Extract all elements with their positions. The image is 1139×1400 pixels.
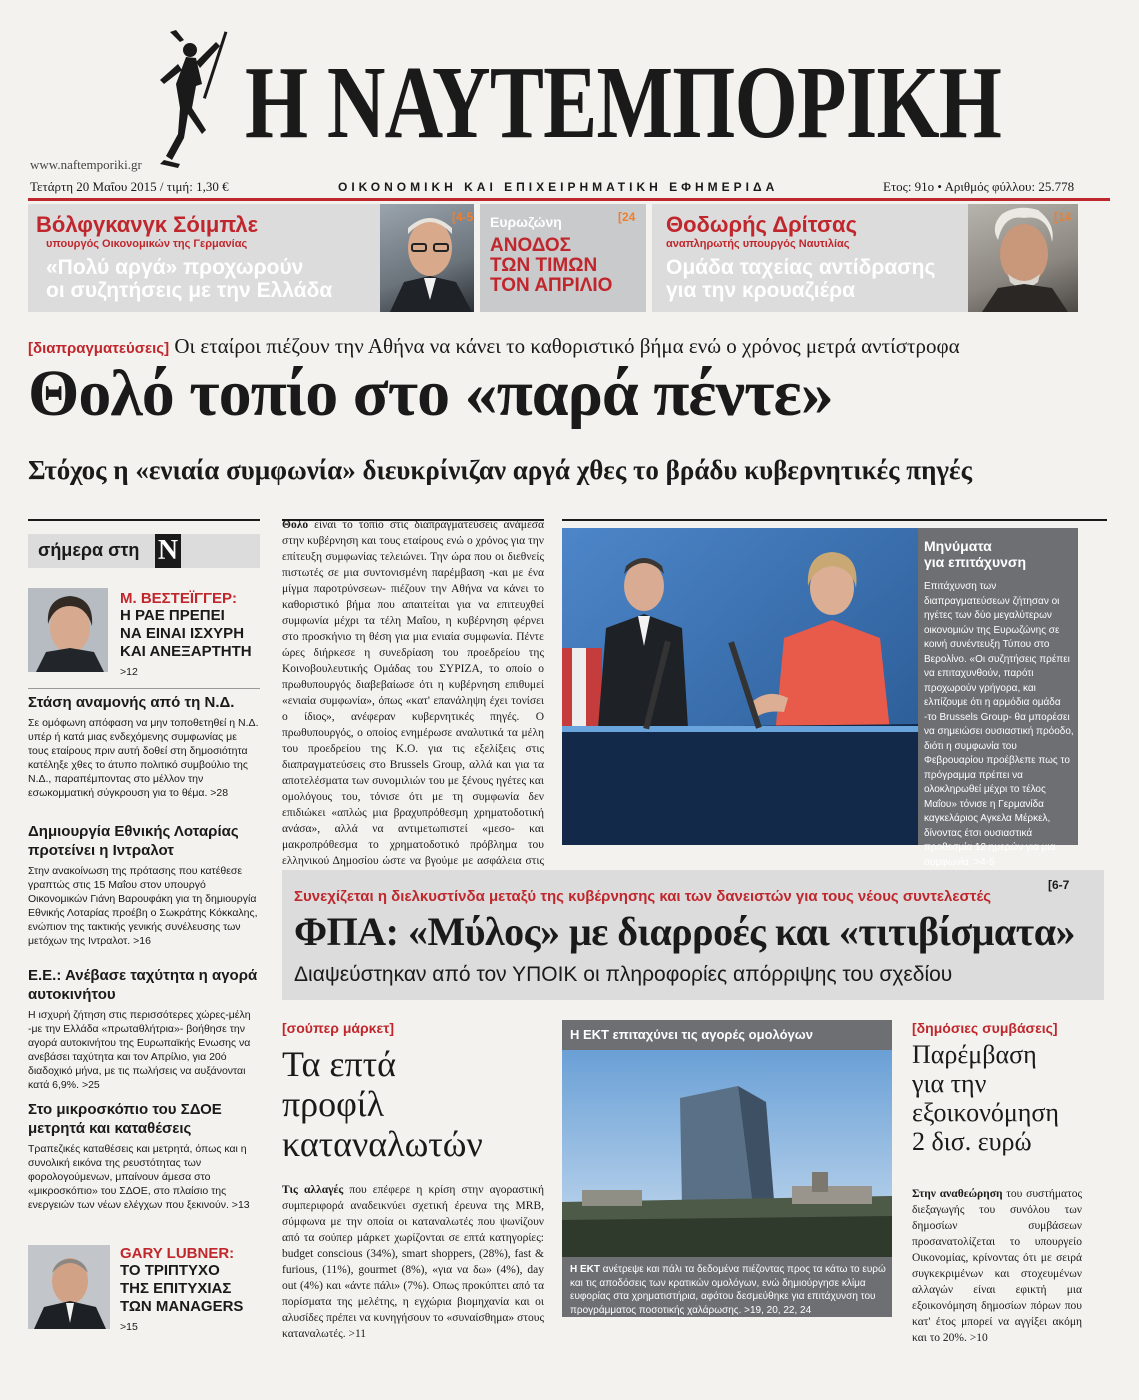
teaser-middle-label: Ευρωζώνη (490, 214, 562, 230)
lead-body (282, 517, 544, 885)
supermarket-story[interactable] (282, 1020, 544, 1342)
lead-headline[interactable]: Θολό τοπίο στο «παρά πέντε» (28, 357, 833, 430)
sidebar-divider (28, 688, 260, 689)
masthead-title: Η ΝΑΥΤΕΜΠΟΡΙΚΗ (245, 45, 1002, 160)
profile1-page: >12 (120, 666, 138, 678)
sidebar-item-text: Στην ανακοίνωση της πρότασης που κατέθεσε γραπτώς στις 15 Μαΐου στον υπουργό Οικονομικών Γιάνη Βαρουφάκη για τη δημιουργία Εθνικής Λοταρίας προέβη ο Σωκράτης Κόκκαλης, ενώπιον της τακτικής γενικής συνέλευσης των μετόχων της Ιντραλοτ. >16 (28, 865, 258, 947)
supermarket-body-text: που επέφερε η κρίση στην αγοραστική συμπεριφορά αναδεικνύει σχετική έρευνα της MRB, σύμφωνα με την οποία οι καταναλωτές που ψωνίζουν από τα σούπερ μάρκετ χωρίζονται σε επτά κατηγορίες: budget conscious (34%), smart shoppers, (28%), fast & furious, (11%), gourmet (8%), «για να δω» (4%), day out (4%) και «άντε πάλι» (7%). Οπως προκύπτει από τα πορίσματα της μελέτης, η εγχώρια βιομηχανία και οι αλυσίδες πρέπει να κυνηγήσουν το «συναίσθημα» στους καταναλωτές. >11 (282, 1184, 544, 1340)
sidebar-item-head: Δημιουργία Εθνικής Λοταρίας προτείνει η Ιντραλοτ (28, 823, 239, 859)
sidebar-item-text: Σε ομόφωνη απόφαση να μην τοποθετηθεί η Ν.Δ. υπέρ ή κατά μιας ενδεχόμενης συμφωνίας με τους εταίρους πριν αυτή δοθεί στη δημοσιότητα κατέληξε χθες το άτυπο πολιτικό συμβούλιο της Ν.Δ., παραπέμποντας στο μέλλον την εσωκομματική σύγκρουση για το θέμα. >28 (28, 717, 259, 799)
vat-kicker: Συνεχίζεται η διελκυστίνδα μεταξύ της κυβέρνησης και των δανειστών για τους νέους συντελεστές (294, 888, 992, 905)
profile1-line3: ΝΑ ΕΙΝΑΙ ΙΣΧΥΡΗ (120, 625, 245, 642)
teaser-right[interactable] (652, 204, 1078, 312)
westeijger-photo (28, 588, 108, 672)
supermarket-body-lead: Τις αλλαγές (282, 1184, 344, 1196)
profile1-block[interactable] (120, 590, 252, 679)
teaser-middle-line3: ΤΟΝ ΑΠΡΙΛΙΟ (490, 275, 613, 296)
profile2-page: >15 (120, 1321, 138, 1333)
lead-body-text: είναι το τοπίο στις διαπραγματεύσεις ανάμεσα στην κυβέρνηση και τους εταίρους ενώ ο χρόνος για την επίτευξη συμφωνίας τελειώνει. Την ώρα που οι διεθνείς πιστωτές σε μια συντονισμένη παρέμβαση -και με ένα μίγμα παροτρύνσεων- πιέζουν την Αθήνα να κάνει το καθοριστικό βήμα που απαιτείται για να επιτευχθεί συμφωνία μέχρι τα τέλη Μαΐου, η κυβέρνηση φέρνει στο προσκήνιο τη θέση για μια ενιαία συμφωνία. Πέντε ώρες διήρκεσε η συνεδρίαση του προεδρείου της Κοινοβουλευτικής Ομάδας του ΣΥΡΙΖΑ, το οποίο ο πρωθυπουργός διαβεβαίωσε ότι η κυβέρνηση επιθυμεί «ενιαία συμφωνία», όπως «κατ' επανάληψη έχει τονίσει ο ίδιος», ανέφεραν κυβερνητικές πηγές. Ο πρωθυπουργός, ο οποίος ενημέρωσε αναλυτικά τα μέλη του προεδρείου της Κ.Ο. για τις εξελίξεις στις διαπραγματεύσεις στο Brussels Group, αλλά και για τα αποτελέσματα των συνομιλιών του με ξένους ηγέτες και ομολόγους του, τόνισε ότι με τη συμφωνία δεν επιδιώκει «απλώς μια βραχυπρόθεσμη χρηματοδοτική ανάσα», αλλά να αντιμετωπιστεί «μεσο- και μακροπρόθεσμα το χρηματοδοτικό πρόβλημα του ελληνικού Δημοσίου ώστε να βγούμε με ασφάλεια στις (282, 519, 545, 867)
teaser-right-line2: για την κρουαζιέρα (666, 279, 856, 302)
profile2-line1: GARY LUBNER: (120, 1245, 235, 1262)
hermes-logo (150, 28, 230, 168)
merkel-hollande-photo (562, 528, 918, 845)
teaser-left-page: [4-5 (452, 210, 474, 224)
ecb-building-photo (562, 1050, 892, 1257)
ecb-caption-text: ανέτρεψε και πάλι τα δεδομένα πιέζοντας προς τα κάτω το ευρώ και τις αποδόσεις των κρατικών ομολόγων, ενώ δημιούργησε κλίμα ευφορίας στα χρηματιστήρια, αφότου δεσμεύθηκε για επιτάχυνση του προγράμματος ποσοτικής χαλάρωσης. >19, 20, 22, 24 (570, 1264, 886, 1316)
teaser-left-line1: «Πολύ αργά» προχωρούν (46, 256, 304, 279)
supermarket-line3: καταναλωτών (282, 1124, 483, 1164)
caption-head-2: για επιτάχυνση (924, 554, 1027, 570)
sidebar-item-text: Τραπεζικές καταθέσεις και μετρητά, όπως και η συνολική εικόνα της ρευστότητας των φορολογούμενων, μπαίνουν άμεσα στο «μικροσκόπιο» του ΣΔΟΕ, στο πλαίσιο της ενεργειών των νέων ελέγχων που ξεκινούν. >13 (28, 1143, 250, 1211)
caption-text: Επιτάχυνση των διαπραγματεύσεων ζήτησαν οι ηγέτες των δύο μεγαλύτερων οικονομιών της Ευρωζώνης σε κοινή συνέντευξη Τύπου στο Βερολίνο. «Οι συζητήσεις πρέπει να επιταχυνθούν, παρότι προχωρούν γρήγορα, και ελπίζουμε ότι η αρμόδια ομάδα -το Brussels Group- θα μπορέσει να σημειώσει ουσιαστική πρόοδο, διότι η συμφωνία του Φεβρουαρίου προέβλεπε πως το πρόγραμμα πρέπει να ολοκληρωθεί μέχρι το τέλος Μαΐου» τόνισε η Γερμανίδα καγκελάριος Αγκελα Μέρκελ, δίνοντας έτσι ουσιαστικά προθεσμία 12 ημερών για μια συμφωνία. >4-5 (924, 581, 1074, 868)
public-tag: [δημόσιες συμβάσεις] (912, 1020, 1058, 1036)
lead-kicker-text: Οι εταίροι πιέζουν την Αθήνα να κάνει το καθοριστικό βήμα ενώ ο χρόνος μετρά αντίστροφα (174, 334, 960, 358)
public-line2: για την (912, 1069, 987, 1098)
teaser-left[interactable] (28, 204, 474, 312)
public-body-lead: Στην αναθεώρηση (912, 1188, 1003, 1200)
public-body-text: του συστήματος διεξαγωγής του συνόλου των δημοσίων συμβάσεων προσανατολίζεται το υπουργείο Οικονομίας, κρίνοντας ότι με σειρά συγκεκριμένων και στοχευμένων αλλαγών είναι εφικτή μια εξοικονόμηση δημοσίων πόρων που κατ' έτος μπορεί να αγγίξει ακόμη και το 20%. >10 (912, 1188, 1082, 1344)
issue-number: Ετος: 91ο • Αριθμός φύλλου: 25.778 (883, 179, 1075, 194)
sidebar-item[interactable] (28, 966, 260, 1092)
profile2-block[interactable] (120, 1245, 243, 1334)
today-in-n-label: σήμερα στη (38, 540, 140, 560)
sidebar-item[interactable] (28, 822, 260, 948)
ecb-caption (570, 1263, 886, 1317)
lubner-photo (28, 1245, 110, 1329)
public-body (912, 1186, 1082, 1346)
profile2-line4: ΤΩΝ MANAGERS (120, 1298, 244, 1315)
teaser-left-line2: οι συζητήσεις με την Ελλάδα (46, 279, 333, 302)
supermarket-line2: προφίλ (282, 1084, 385, 1124)
sidebar-item-head: Στο μικροσκόπιο του ΣΔΟΕ μετρητά και καταθέσεις (28, 1101, 222, 1137)
ecb-head-box (562, 1020, 892, 1050)
sidebar-item[interactable] (28, 1100, 260, 1212)
lead-subhead: Στόχος η «ενιαία συμφωνία» διευκρίνιζαν αργά χθες το βράδυ κυβερνητικές πηγές (28, 455, 972, 485)
masthead-divider (28, 198, 1110, 201)
teaser-middle-line2: ΤΩΝ ΤΙΜΩΝ (490, 255, 598, 276)
tagline: ΟΙΚΟΝΟΜΙΚΗ ΚΑΙ ΕΠΙΧΕΙΡΗΜΑΤΙΚΗ ΕΦΗΜΕΡΙΔΑ (338, 180, 779, 194)
caption-head-1: Μηνύματα (924, 538, 992, 554)
sidebar-item-head: Ε.Ε.: Ανέβασε ταχύτητα η αγορά αυτοκινήτου (28, 967, 258, 1003)
public-line1: Παρέμβαση (912, 1040, 1037, 1069)
profile2-line2: ΤΟ ΤΡΙΠΤΥΧΟ (120, 1262, 220, 1279)
profile2-line3: ΤΗΣ ΕΠΙΤΥΧΙΑΣ (120, 1280, 232, 1297)
lead-tag: [διαπραγματεύσεις] (28, 340, 170, 357)
teaser-right-page: [14 (1054, 210, 1072, 224)
profile1-line1: Μ. ΒΕΣΤΕΪΓΓΕΡ: (120, 590, 238, 607)
supermarket-tag: [σούπερ μάρκετ] (282, 1020, 395, 1036)
teaser-left-role: υπουργός Οικονομικών της Γερμανίας (46, 238, 248, 250)
website-url[interactable]: www.naftemporiki.gr (30, 157, 142, 172)
supermarket-line1: Τα επτά (282, 1044, 396, 1084)
ecb-head: Η ΕΚΤ επιταχύνει τις αγορές ομολόγων (570, 1027, 813, 1042)
profile1-line2: Η ΡΑΕ ΠΡΕΠΕΙ (120, 607, 225, 624)
teaser-middle-page: [24 (618, 210, 636, 224)
teaser-middle-line1: ΑΝΟΔΟΣ (490, 235, 572, 256)
profile1-line4: ΚΑΙ ΑΝΕΞΑΡΤΗΤΗ (120, 643, 252, 660)
public-contracts-story[interactable] (912, 1020, 1082, 1346)
public-line3: εξοικονόμηση (912, 1098, 1059, 1127)
lead-divider-right (562, 519, 1107, 521)
teaser-right-role: αναπληρωτής υπουργός Ναυτιλίας (666, 238, 850, 250)
public-line4: 2 δισ. ευρώ (912, 1127, 1032, 1156)
lead-divider-left (28, 519, 260, 521)
supermarket-body (282, 1182, 544, 1342)
vat-headline[interactable]: ΦΠΑ: «Μύλος» με διαρροές και «τιτιβίσματα» (294, 909, 1076, 954)
sidebar-item[interactable] (28, 693, 260, 800)
sidebar-item-head: Στάση αναμονής από τη Ν.Δ. (28, 694, 235, 711)
n-logo-mark: Ν (155, 534, 181, 568)
ecb-caption-lead: Η ΕΚΤ (570, 1264, 600, 1275)
dateline: Τετάρτη 20 Μαΐου 2015 / τιμή: 1,30 € (30, 179, 229, 194)
teaser-right-name: Θοδωρής Δρίτσας (666, 212, 858, 237)
vat-page: [6-7 (1048, 878, 1070, 892)
ecb-caption-box (562, 1257, 892, 1317)
teaser-middle[interactable] (480, 204, 646, 312)
sidebar-item-text: Η ισχυρή ζήτηση στις περισσότερες χώρες-μέλη -με την Ελλάδα «πρωταθλήτρια»- βοήθησε την αγορά αυτοκινήτου της Ευρωπαϊκής Ενωσης να ανεβάσει ταχύτητα και τον Απρίλιο, για 20ό διαδοχικό μήνα, με τις πωλήσεις να αυξάνονται κατά 6,9%. >25 (28, 1009, 251, 1091)
teaser-right-line1: Ομάδα ταχείας αντίδρασης (666, 256, 936, 279)
photo-caption-box (918, 528, 1078, 868)
teaser-left-name: Βόλφγκανγκ Σόιμπλε (36, 212, 259, 237)
lead-body-lead: Θολό (282, 519, 309, 531)
vat-subhead: Διαψεύστηκαν από τον ΥΠΟΙΚ οι πληροφορίες απόρριψης του σχεδίου (294, 963, 953, 986)
